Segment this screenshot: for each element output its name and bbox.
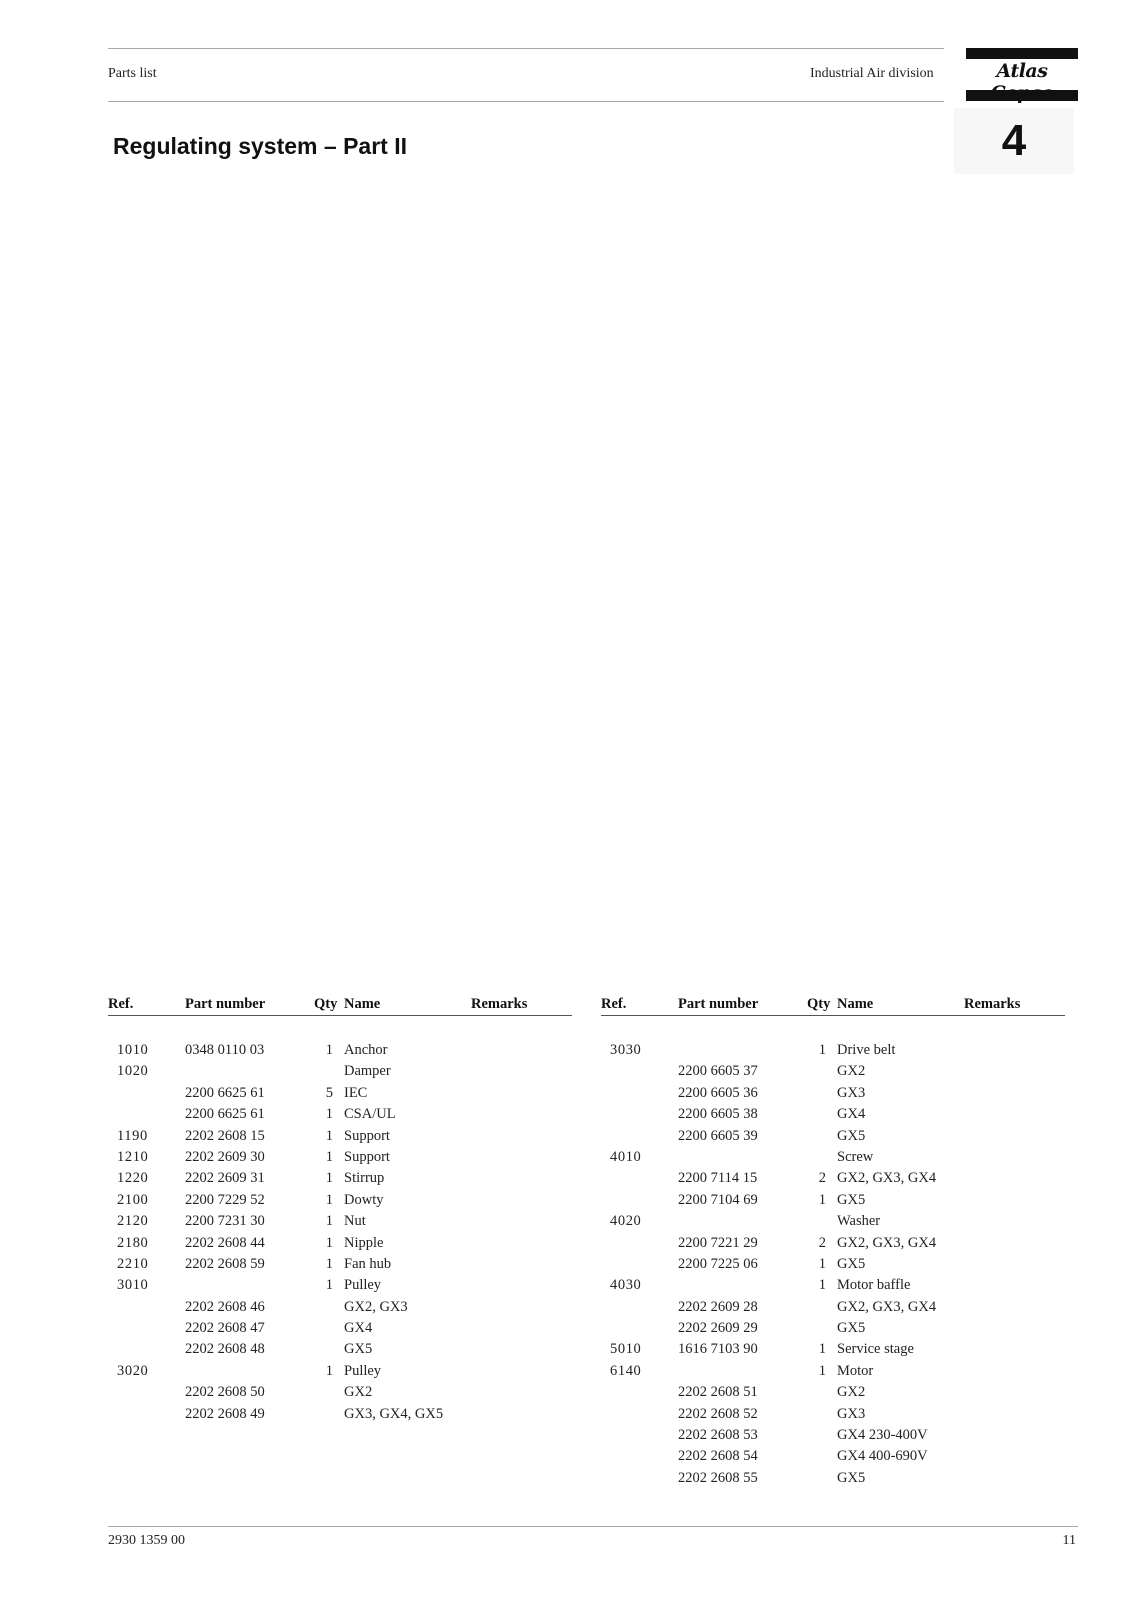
table-row [601, 1128, 1065, 1149]
table-body [108, 1042, 572, 1427]
row-qty: 2 [818, 1170, 826, 1187]
row-part-number: 1616 7103 90 [678, 1341, 758, 1358]
row-name: Pulley [344, 1277, 382, 1294]
row-name: GX5 [837, 1255, 866, 1272]
table-row [108, 1320, 572, 1341]
row-name: GX5 [837, 1127, 866, 1144]
row-name: Dowty [344, 1191, 384, 1208]
header-section-label: Parts list [108, 66, 157, 81]
col-name-header: Name [837, 996, 874, 1012]
table-row [601, 1320, 1065, 1341]
table-header [601, 994, 1065, 1016]
row-part-number: 2200 7229 52 [185, 1191, 265, 1208]
row-part-number: 2200 6605 39 [678, 1127, 758, 1144]
table-row [601, 1213, 1065, 1234]
table-row [601, 1448, 1065, 1469]
table-row [601, 1063, 1065, 1084]
table-row [108, 1384, 572, 1405]
table-row [601, 1384, 1065, 1405]
row-name: GX4 230-400V [837, 1427, 928, 1444]
row-name: Screw [837, 1148, 874, 1165]
logo-bottom-bar [966, 90, 1078, 101]
row-qty: 5 [325, 1084, 333, 1101]
row-part-number: 2200 6605 38 [678, 1106, 758, 1123]
row-name: GX2, GX3 [344, 1298, 408, 1315]
row-part-number: 2202 2608 46 [185, 1298, 265, 1315]
row-name: GX2 [837, 1063, 866, 1080]
table-row [601, 1299, 1065, 1320]
row-name: Anchor [344, 1042, 388, 1058]
col-part-number-header: Part number [185, 996, 266, 1012]
document-number: 2930 1359 00 [108, 1533, 185, 1548]
row-ref: 6140 [610, 1362, 642, 1379]
table-row [108, 1235, 572, 1256]
table-row [601, 1235, 1065, 1256]
row-qty: 1 [818, 1191, 826, 1208]
row-part-number: 2202 2609 28 [678, 1298, 758, 1315]
table-row [108, 1277, 572, 1298]
row-part-number: 2202 2608 49 [185, 1405, 265, 1422]
table-row [108, 1149, 572, 1170]
row-ref: 2180 [117, 1234, 149, 1251]
col-part-number-header: Part number [678, 996, 759, 1012]
row-name: GX3, GX4, GX5 [344, 1405, 444, 1422]
row-part-number: 2200 7104 69 [678, 1191, 758, 1208]
row-qty: 2 [818, 1234, 826, 1251]
row-part-number: 2200 6605 37 [678, 1063, 758, 1080]
row-qty: 1 [818, 1042, 826, 1058]
row-ref: 1210 [117, 1148, 149, 1165]
row-qty: 1 [818, 1277, 826, 1294]
row-qty: 1 [325, 1127, 333, 1144]
row-name: GX2, GX3, GX4 [837, 1234, 937, 1251]
row-name: GX5 [837, 1320, 866, 1337]
row-name: GX2, GX3, GX4 [837, 1298, 937, 1315]
col-qty-header: Qty [314, 996, 338, 1012]
row-name: GX2 [837, 1384, 866, 1401]
logo-wordmark: Atlas [996, 60, 1048, 82]
table-row [601, 1277, 1065, 1298]
row-ref: 2120 [117, 1213, 149, 1230]
row-name: GX3 [837, 1084, 866, 1101]
page-title: Regulating system – Part II [113, 133, 407, 159]
row-ref: 5010 [610, 1341, 642, 1358]
table-row [108, 1192, 572, 1213]
row-qty: 1 [325, 1362, 333, 1379]
col-remarks-header: Remarks [964, 996, 1021, 1012]
col-name-header: Name [344, 996, 381, 1012]
table-row [108, 1213, 572, 1234]
row-qty: 1 [325, 1170, 333, 1187]
row-ref: 1190 [117, 1127, 148, 1144]
row-name: GX2, GX3, GX4 [837, 1170, 937, 1187]
table-row [601, 1256, 1065, 1277]
table-header [108, 994, 572, 1016]
row-name: CSA/UL [344, 1106, 396, 1123]
table-row [601, 1085, 1065, 1106]
row-part-number: 2202 2608 52 [678, 1405, 758, 1422]
row-part-number: 2202 2609 31 [185, 1170, 265, 1187]
table-row [601, 1427, 1065, 1448]
header-bottom-rule [108, 101, 944, 102]
row-name: Damper [344, 1063, 391, 1080]
row-part-number: 2202 2608 53 [678, 1427, 758, 1444]
table-row [108, 1341, 572, 1362]
row-qty: 1 [325, 1277, 333, 1294]
table-row [601, 1363, 1065, 1384]
table-row [108, 1085, 572, 1106]
parts-table-left [108, 994, 572, 1427]
row-qty: 1 [325, 1106, 333, 1123]
row-name: GX4 [837, 1106, 866, 1123]
row-name: Drive belt [837, 1042, 896, 1058]
col-remarks-header: Remarks [471, 996, 528, 1012]
table-row [601, 1470, 1065, 1491]
row-qty: 1 [325, 1148, 333, 1165]
row-part-number: 2202 2608 51 [678, 1384, 758, 1401]
row-qty: 1 [325, 1191, 333, 1208]
row-part-number: 2200 7114 15 [678, 1170, 758, 1187]
page-number: 11 [1062, 1533, 1076, 1548]
chapter-number: 4 [1001, 116, 1027, 165]
row-name: Washer [837, 1213, 881, 1230]
row-ref: 2210 [117, 1255, 149, 1272]
col-ref-header: Ref. [108, 996, 134, 1012]
row-name: Support [344, 1127, 390, 1144]
row-qty: 1 [818, 1362, 826, 1379]
row-part-number: 2200 6625 61 [185, 1106, 265, 1123]
row-ref: 1020 [117, 1063, 149, 1080]
row-qty: 1 [325, 1234, 333, 1251]
table-row [601, 1170, 1065, 1191]
row-part-number: 2202 2608 47 [185, 1320, 265, 1337]
row-ref: 3020 [117, 1362, 149, 1379]
row-name: GX5 [344, 1341, 373, 1358]
table-body [601, 1042, 1065, 1491]
table-row [601, 1042, 1065, 1063]
row-part-number: 2202 2608 15 [185, 1127, 265, 1144]
row-part-number: 2202 2608 50 [185, 1384, 265, 1401]
row-qty: 1 [325, 1213, 333, 1230]
table-row [601, 1406, 1065, 1427]
row-name: Pulley [344, 1362, 382, 1379]
row-part-number: 2200 7231 30 [185, 1213, 265, 1230]
row-part-number: 2202 2608 54 [678, 1448, 758, 1465]
row-name: GX5 [837, 1469, 866, 1486]
header-top-rule [108, 48, 944, 49]
row-name: GX5 [837, 1191, 866, 1208]
row-name: GX4 [344, 1320, 373, 1337]
footer-rule [108, 1526, 1078, 1527]
row-part-number: 2202 2609 29 [678, 1320, 758, 1337]
table-row [108, 1042, 572, 1063]
row-qty: 1 [818, 1341, 826, 1358]
row-name: Nipple [344, 1234, 384, 1251]
row-part-number: 2202 2609 30 [185, 1148, 265, 1165]
logo-top-bar [966, 48, 1078, 59]
row-part-number: 2202 2608 55 [678, 1469, 758, 1486]
table-row [108, 1063, 572, 1084]
row-part-number: 0348 0110 03 [185, 1042, 265, 1058]
table-row [108, 1170, 572, 1191]
row-part-number: 2202 2608 48 [185, 1341, 265, 1358]
table-row [108, 1363, 572, 1384]
col-qty-header: Qty [807, 996, 831, 1012]
table-row [108, 1128, 572, 1149]
row-qty: 1 [818, 1255, 826, 1272]
row-qty: 1 [325, 1042, 333, 1058]
row-name: GX2 [344, 1384, 373, 1401]
header-division-label: Industrial Air division [810, 66, 934, 81]
row-name: Motor baffle [837, 1277, 911, 1294]
row-part-number: 2200 6605 36 [678, 1084, 758, 1101]
table-row [601, 1341, 1065, 1362]
row-ref: 1010 [117, 1042, 149, 1058]
row-name: Service stage [837, 1341, 914, 1358]
row-name: Fan hub [344, 1255, 392, 1272]
row-name: GX4 400-690V [837, 1448, 928, 1465]
table-row [108, 1106, 572, 1127]
row-name: Stirrup [344, 1170, 385, 1187]
row-part-number: 2200 6625 61 [185, 1084, 265, 1101]
table-row [108, 1256, 572, 1277]
row-qty: 1 [325, 1255, 333, 1272]
row-name: Support [344, 1148, 390, 1165]
table-row [601, 1192, 1065, 1213]
row-name: Motor [837, 1362, 874, 1379]
table-row [108, 1299, 572, 1320]
row-ref: 1220 [117, 1170, 149, 1187]
row-part-number: 2202 2608 59 [185, 1255, 265, 1272]
parts-table-right [601, 994, 1065, 1491]
row-ref: 3010 [117, 1277, 149, 1294]
row-name: GX3 [837, 1405, 866, 1422]
row-name: IEC [344, 1084, 368, 1101]
table-row [108, 1406, 572, 1427]
col-ref-header: Ref. [601, 996, 627, 1012]
row-ref: 4010 [610, 1148, 642, 1165]
table-row [601, 1106, 1065, 1127]
row-ref: 4020 [610, 1213, 642, 1230]
row-ref: 2100 [117, 1191, 149, 1208]
row-ref: 3030 [610, 1042, 642, 1058]
table-row [601, 1149, 1065, 1170]
row-part-number: 2202 2608 44 [185, 1234, 265, 1251]
row-part-number: 2200 7225 06 [678, 1255, 758, 1272]
row-ref: 4030 [610, 1277, 642, 1294]
row-part-number: 2200 7221 29 [678, 1234, 758, 1251]
row-name: Nut [344, 1213, 366, 1230]
